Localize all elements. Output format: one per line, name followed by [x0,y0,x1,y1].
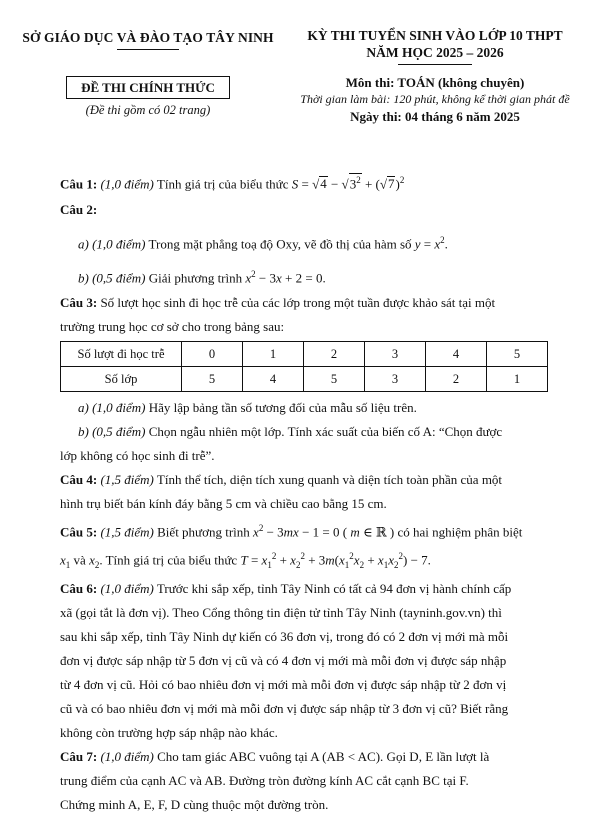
question-label: Câu 4: [60,471,98,487]
exam-date: Ngày thi: 04 tháng 6 năm 2025 [350,109,520,124]
question-points: (1,0 điểm) [100,580,154,596]
question-text: Chứng minh A, E, F, D cùng thuộc một đường tròn. [60,796,329,812]
question-text: từ 4 đơn vị cũ. Hỏi có bao nhiêu đơn vị mới mà mỗi đơn vị được sáp nhập từ 2 đơn vị [60,676,507,692]
question-2: Câu 2: a) (1,0 điểm) Trong mặt phẳng toạ độ Oxy, vẽ đồ thị của hàm số $y = x^2$. b) (0,5 điểm) Giải phương trình $x^2 - 3x + 2 = 0$. [60,202,448,286]
question-text: Trước khi sắp xếp, tỉnh Tây Ninh có tất cả 94 đơn vị hành chính cấp [156,580,512,596]
table-cell: 5 [304,366,365,391]
question-text: không còn trường hợp sáp nhập nào khác. [60,724,278,740]
question-text: cũ và có bao nhiêu đơn vị mới mà mỗi đơn vị được sáp nhập từ 3 đơn vị cũ? Biết rằng [60,700,509,716]
question-text: có hai nghiệm phân biệt [397,523,523,539]
subject: Môn thi: TOÁN (không chuyên) [345,75,525,90]
question-points: (1,0 điểm) [100,748,154,764]
frequency-table [60,341,548,392]
question-points: b) (0,5 điểm) [78,423,146,439]
table-cell: 3 [365,341,426,366]
question-label: Câu 5: [60,523,98,539]
question-3 [60,291,580,468]
question-points: a) (1,0 điểm) [78,236,146,252]
department-name: SỞ GIÁO DỤC VÀ ĐÀO TẠO TÂY NINH [22,30,274,45]
question-label: Câu 3: [60,294,98,310]
duration: Thời gian làm bài: 120 phút, không kể thời gian phát đề [300,92,570,106]
question-label: Câu 1: [60,176,98,192]
table-cell: 3 [365,366,426,391]
table-cell: 5 [182,366,243,391]
question-text: lớp không có học sinh đi trễ”. [60,447,215,463]
header-right [285,28,585,125]
question-text: Tính giá trị của biểu thức [105,552,238,568]
question-text: Hãy lập bảng tần số tương đối của mẫu số liệu trên. [148,399,417,415]
question-7 [60,745,580,817]
question-5: Câu 5: (1,5 điểm) Biết phương trình $x^2 - 3mx - 1 = 0$ ( m ∈ ℝ ) có hai nghiệm phân biệt $x_1$ và $x_2$. Tính giá trị của biểu thức $T = x_1^2 + x_2^2 + 3m(x_1^2x_2 + x_1x_2^2) - 7$. [60,522,523,570]
question-text: Tính giá trị của biểu thức [156,176,289,192]
question-text: Giải phương trình [148,270,243,286]
table-row [61,341,548,366]
question-text: Tính thể tích, diện tích xung quanh và diện tích toàn phần của một [156,471,503,487]
school-year: NĂM HỌC 2025 – 2026 [366,45,504,60]
question-body [60,168,580,817]
table-header-cell: Số lượt đi học trễ [61,341,182,366]
question-4 [60,468,580,516]
table-row [61,366,548,391]
table-header-cell: Số lớp [61,366,182,391]
header-left [18,30,278,118]
question-text: và [73,552,86,568]
exam-title: KỲ THI TUYỂN SINH VÀO LỚP 10 THPT [307,28,563,43]
question-points: (1,5 điểm) [100,523,154,539]
question-text: Số lượt học sinh đi học trễ của các lớp trong một tuần được khảo sát tại một [100,294,496,310]
question-text: sau khi sắp xếp, tỉnh Tây Ninh dự kiến có 36 đơn vị, trong đó có 2 đơn vị mới mà mỗi [60,628,509,644]
table-cell: 4 [426,341,487,366]
question-points: b) (0,5 điểm) [78,270,146,286]
question-label: Câu 7: [60,748,98,764]
table-cell: 0 [182,341,243,366]
question-6 [60,577,580,745]
header-left-rule [117,49,179,50]
pages-note: (Đề thi gồm có 02 trang) [85,103,211,117]
question-text: Biết phương trình [157,523,250,539]
question-text: Cho tam giác ABC vuông tại A (AB < AC). Gọi D, E lần lượt là [157,748,490,764]
table-cell: 1 [487,366,548,391]
question-points: a) (1,0 điểm) [78,399,146,415]
question-text: Trong mặt phẳng toạ độ Oxy, vẽ đồ thị của hàm số [148,236,412,252]
question-text: hình trụ biết bán kính đáy bằng 5 cm và chiều cao bằng 15 cm. [60,495,387,511]
table-cell: 2 [304,341,365,366]
table-cell: 4 [243,366,304,391]
question-text: đơn vị được sáp nhập từ 5 đơn vị cũ và có 4 đơn vị mới mà mỗi đơn vị được sáp nhập [60,652,507,668]
question-label: Câu 6: [60,580,98,596]
header-right-rule [398,64,472,65]
table-cell: 5 [487,341,548,366]
table-cell: 1 [243,341,304,366]
official-exam-box: ĐỀ THI CHÍNH THỨC [66,76,230,99]
question-1: Câu 1: (1,0 điểm) Tính giá trị của biểu thức $S = √4 - √3^2 + (√7)^2$ [60,175,405,192]
question-points: (1,0 điểm) [100,176,154,192]
table-cell: 2 [426,366,487,391]
question-text: trung điểm của cạnh AC và AB. Đường tròn đường kính AC cắt cạnh BC tại F. [60,772,469,788]
question-label: Câu 2: [60,202,98,217]
question-text: trường trung học cơ sở cho trong bảng sau: [60,318,285,334]
question-text: xã (gọi tắt là đơn vị). Theo Cổng thông tin điện tử tỉnh Tây Ninh (tayninh.gov.vn) thì [60,604,502,620]
question-points: (1,5 điểm) [100,471,154,487]
question-text: Chọn ngẫu nhiên một lớp. Tính xác suất của biến cố A: “Chọn được [148,423,503,439]
